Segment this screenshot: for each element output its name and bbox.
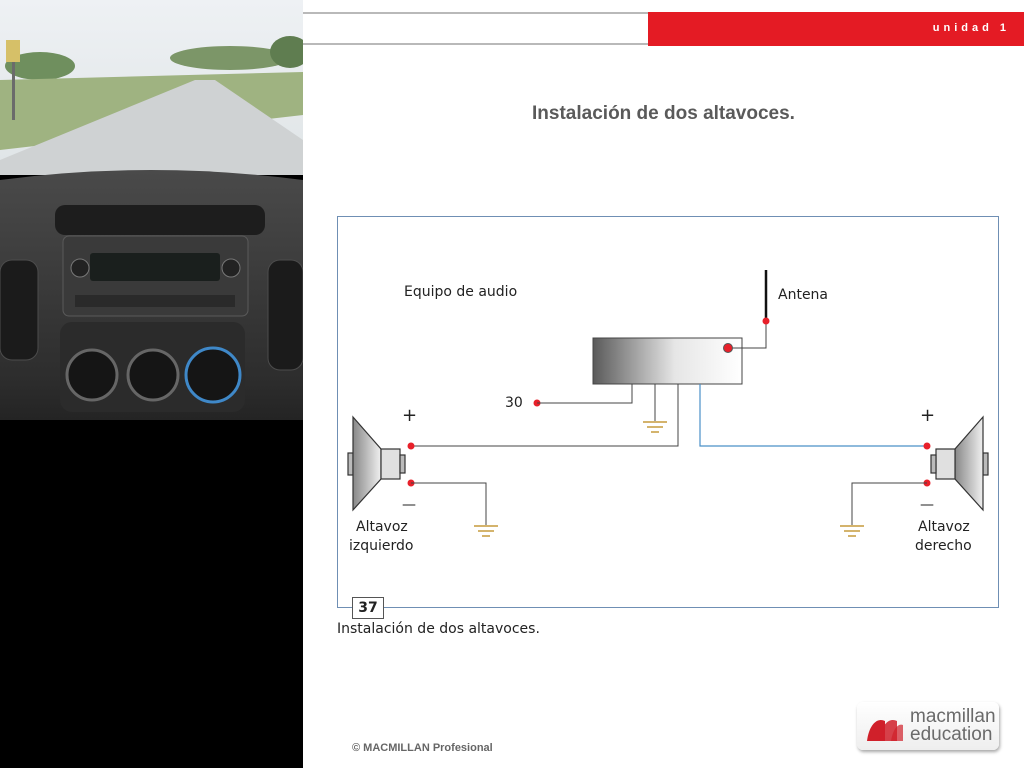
unit-antenna-terminal <box>724 344 733 353</box>
macmillan-logo-mark-icon <box>865 711 905 743</box>
audio-unit-label: Equipo de audio <box>404 284 518 300</box>
left-minus-sign: — <box>402 497 416 513</box>
figure-caption: Instalación de dos altavoces. <box>337 621 540 637</box>
header-rule-bottom <box>303 43 648 45</box>
right-ground-symbol <box>840 526 864 536</box>
logo-text-macmillan: macmillan <box>910 706 996 727</box>
wiring-diagram <box>337 216 999 616</box>
antenna-terminal <box>763 318 770 325</box>
unit-banner <box>648 12 1024 46</box>
right-ground-wire <box>852 483 927 525</box>
right-plus-sign: + <box>920 405 936 426</box>
left-ground-symbol <box>474 526 498 536</box>
right-speaker-label-line1: Altavoz <box>918 519 970 535</box>
terminal-30-wire <box>537 384 632 403</box>
left-ground-wire <box>411 483 486 525</box>
unit-ground-symbol <box>643 422 667 432</box>
unit-label: unidad 1 <box>932 22 1010 34</box>
left-speaker-wire <box>411 384 678 446</box>
right-minus-sign: — <box>920 497 934 513</box>
logo-text-education: education <box>910 724 993 745</box>
left-plus-terminal <box>408 443 415 450</box>
right-plus-terminal <box>924 443 931 450</box>
copyright-notice: © MACMILLAN Profesional <box>352 742 493 754</box>
right-speaker <box>931 417 988 510</box>
dashboard-photo <box>0 0 303 768</box>
macmillan-logo <box>857 702 999 750</box>
left-speaker <box>348 417 405 510</box>
slide-title: Instalación de dos altavoces. <box>532 103 795 124</box>
left-speaker-label-line1: Altavoz <box>356 519 408 535</box>
left-speaker-label-line2: izquierdo <box>349 538 414 554</box>
terminal-30-label: 30 <box>505 395 523 411</box>
audio-unit <box>593 338 742 384</box>
left-plus-sign: + <box>402 405 418 426</box>
header-rule-top <box>303 12 648 14</box>
figure-number: 37 <box>352 597 384 619</box>
antenna-label: Antena <box>778 287 829 303</box>
right-speaker-wire <box>700 384 927 446</box>
right-speaker-label-line2: derecho <box>915 538 972 554</box>
